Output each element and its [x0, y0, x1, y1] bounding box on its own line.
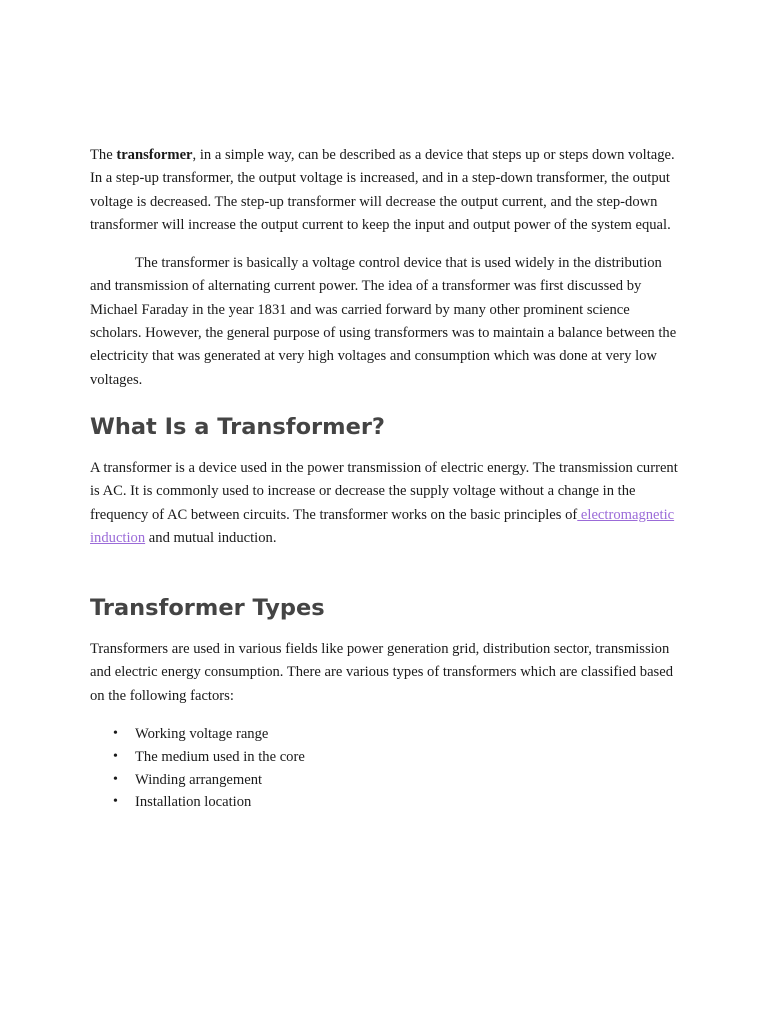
electromagnetic-induction-link[interactable]: electromagnetic induction	[90, 506, 675, 546]
transformer-bold-term: transformer	[116, 147, 193, 163]
bullet-icon: •	[113, 748, 118, 764]
factors-list	[90, 723, 682, 814]
list-item-text: Installation location	[135, 794, 252, 811]
list-item	[113, 746, 682, 769]
intro-paragraph	[90, 144, 682, 237]
list-item-text: Working voltage range	[135, 726, 269, 743]
types-intro-paragraph: Transformers are used in various fields like power generation grid, distribution sector, transmission and electric energy consumption. There are various types of transformers which are classified based on the following factors:	[90, 641, 673, 704]
list-item-text: The medium used in the core	[135, 748, 305, 765]
bullet-icon: •	[113, 726, 118, 742]
intro-text-rest: , in a simple way, can be described as a device that steps up or steps down voltage. In a step-up transformer, the output voltage is increased, and in a step-down transformer, the output voltage is decreased. The step-up transformer will decrease the output current, and the step-down transformer will increase the output current to keep the input and output power of the system equal.	[90, 147, 675, 233]
heading-transformer-types: Transformer Types	[90, 595, 325, 622]
definition-paragraph	[90, 457, 682, 550]
definition-text: A transformer is a device used in the power transmission of electric energy. The transmission current is AC. It is commonly used to increase or decrease the supply voltage without a change in the frequency of AC between circuits. The transformer works on the basic principles of	[90, 459, 678, 523]
bullet-icon: •	[113, 794, 118, 810]
list-item-text: Winding arrangement	[135, 771, 263, 788]
history-paragraph: The transformer is basically a voltage control device that is used widely in the distribution and transmission of alternating current power. The idea of a transformer was first discussed by Michael Faraday in the year 1831 and was carried forward by many other prominent science scholars. However, the general purpose of using transformers was to maintain a balance between the electricity that was generated at very high voltages and consumption which was done at very low voltages.	[90, 255, 677, 388]
list-item	[113, 769, 682, 792]
document-page	[90, 144, 682, 814]
list-item	[113, 791, 682, 814]
definition-text-end: and mutual induction.	[145, 529, 277, 546]
intro-text-start: The	[90, 147, 117, 163]
bullet-icon: •	[113, 771, 118, 787]
list-item	[113, 723, 682, 746]
heading-what-is-transformer: What Is a Transformer?	[90, 413, 385, 440]
